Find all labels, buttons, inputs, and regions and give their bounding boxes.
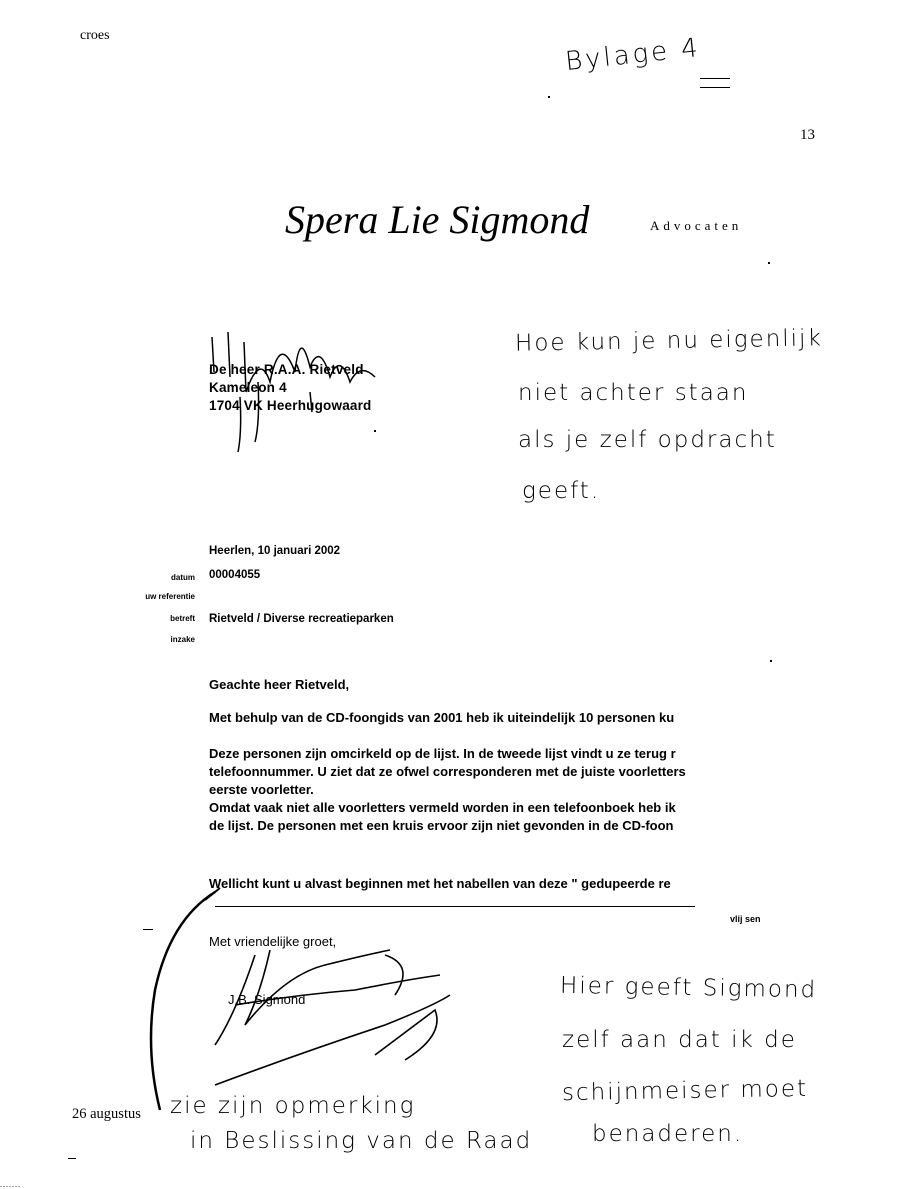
handwritten-underline (215, 906, 695, 907)
footer-dots: ....... (0, 1180, 21, 1189)
scan-speck (548, 96, 550, 98)
meta-label: uw referentie (145, 592, 195, 601)
margin-dash (143, 929, 153, 930)
recipient-street: Kameleon 4 (209, 380, 287, 395)
scan-speck (770, 660, 772, 662)
signatory-name: J.B. Sigmond (228, 992, 306, 1007)
annex-underline-mark (700, 78, 730, 88)
body-paragraph-line: Omdat vaak niet alle voorletters vermeld worden in een telefoonboek heb ik (209, 800, 676, 815)
letter-reference: 00004055 (209, 569, 261, 581)
top-left-label: croes (80, 28, 110, 43)
handwritten-note-line: zie zijn opmerking (170, 1093, 416, 1119)
meta-label: betreft (170, 614, 195, 623)
handwritten-note-line: geeft. (522, 478, 601, 504)
letter-closing: Met vriendelijke groet, (209, 934, 337, 949)
recipient-postcode-city: 1704 VK Heerhugowaard (209, 398, 372, 413)
body-paragraph-line: de lijst. De personen met een kruis ervoor zijn niet gevonden in de CD-foon (209, 818, 674, 833)
letter-date: Heerlen, 10 januari 2002 (209, 545, 341, 557)
meta-label: datum (171, 573, 195, 582)
firm-logo: Spera Lie Sigmond (285, 197, 590, 242)
handwritten-note-line: als je zelf opdracht (518, 427, 777, 453)
signature-scribble (175, 935, 475, 1095)
margin-dash (68, 1158, 76, 1159)
meta-label: inzake (170, 635, 195, 644)
recipient-name: De heer R.A.A. Rietveld (209, 362, 364, 377)
firm-subtitle: Advocaten (650, 218, 743, 233)
body-paragraph-line: eerste voorletter. (209, 782, 314, 797)
handwritten-note-line: Hoe kun je nu eigenlijk (514, 325, 824, 357)
margin-scribble: vlij sen (730, 914, 761, 924)
body-paragraph-line: Deze personen zijn omcirkeld op de lijst. In de tweede lijst vindt u ze terug r (209, 746, 676, 761)
body-paragraph-line: Wellicht kunt u alvast beginnen met het nabellen van deze " gedupeerde re (209, 876, 671, 891)
footer-date: 26 augustus (72, 1106, 141, 1122)
body-paragraph-line: telefoonnummer. U ziet dat ze ofwel corresponderen met de juiste voorletters (209, 764, 686, 779)
handwritten-note-line: schijnmeiser moet (561, 1075, 809, 1107)
handwritten-note-line: niet achter staan (518, 380, 749, 406)
handwritten-note-line: benaderen. (592, 1121, 744, 1147)
annex-handwritten-label: Bylage 4 (563, 32, 703, 78)
page-number: 13 (800, 127, 815, 143)
scan-speck (374, 430, 376, 432)
handwritten-note-line: in Beslissing van de Raad (190, 1128, 533, 1154)
body-paragraph-line: Met behulp van de CD-foongids van 2001 heb ik uiteindelijk 10 personen ku (209, 710, 675, 725)
handwritten-note-line: Hier geeft Sigmond (559, 972, 818, 1004)
handwritten-note-line: zelf aan dat ik de (562, 1027, 797, 1053)
letter-salutation: Geachte heer Rietveld, (209, 677, 350, 692)
letter-subject: Rietveld / Diverse recreatieparken (209, 613, 394, 625)
scan-speck (768, 262, 770, 264)
